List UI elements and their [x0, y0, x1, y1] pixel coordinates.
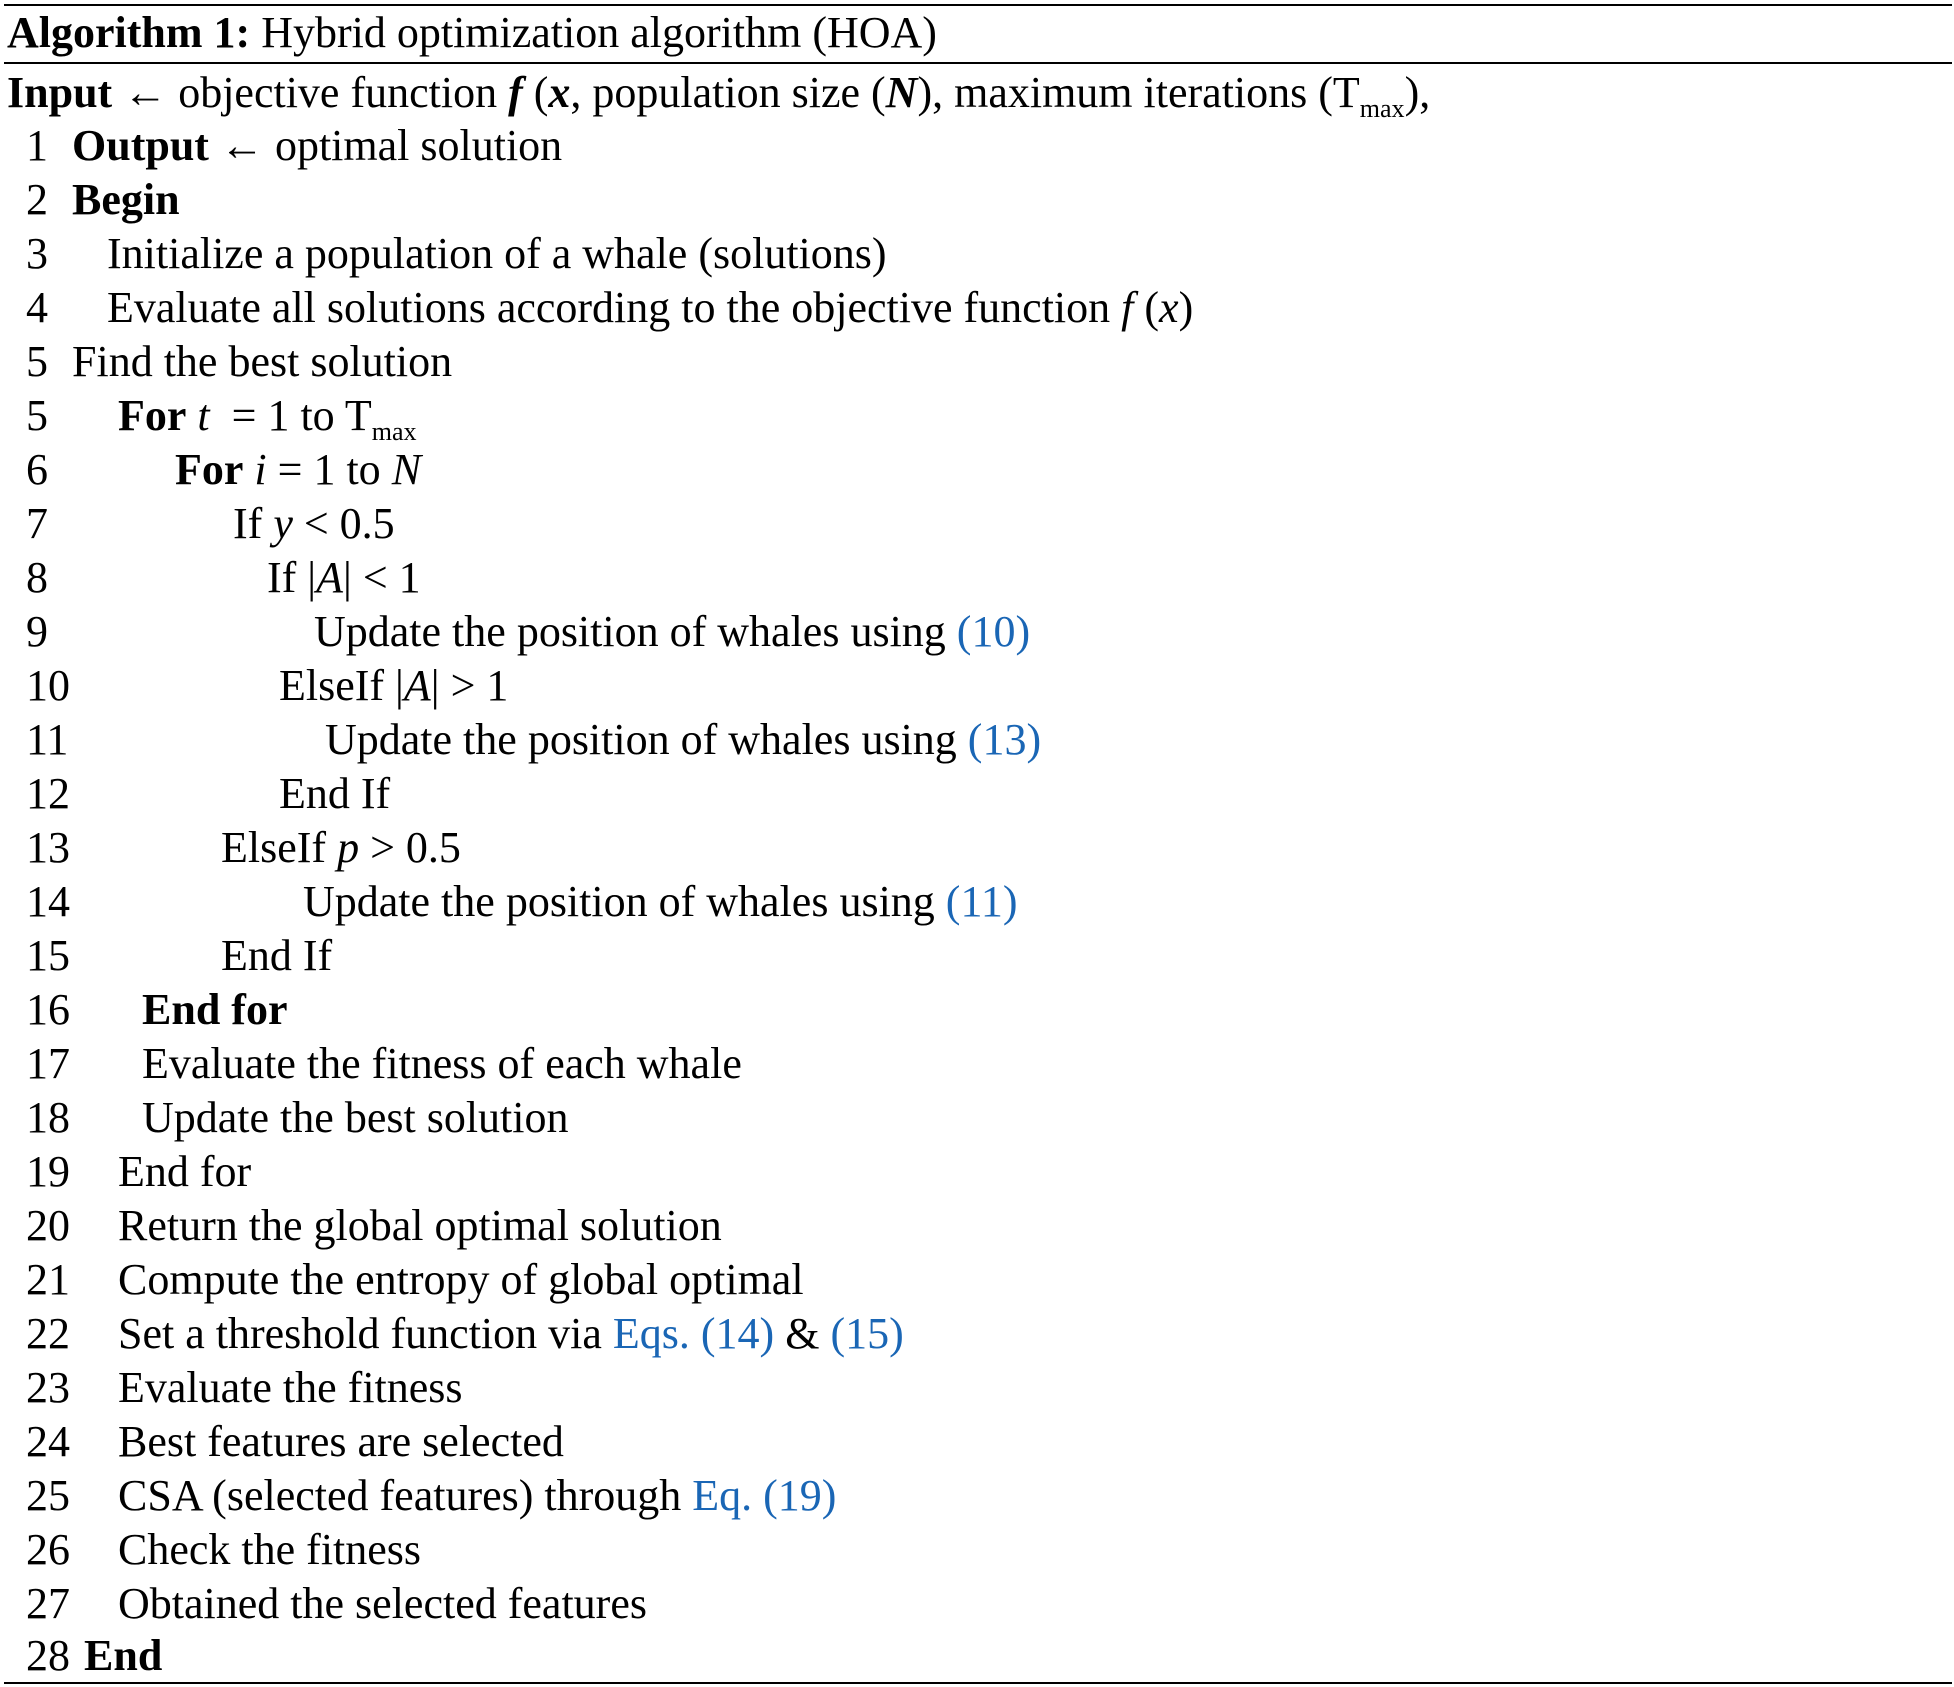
- variable-a: A: [403, 661, 431, 710]
- line-number: 5: [26, 391, 48, 440]
- line-number: 13: [26, 823, 70, 872]
- input-keyword: Input: [7, 68, 113, 117]
- line-text: Check the fitness: [118, 1525, 422, 1574]
- line-text: Evaluate the fitness of each whale: [142, 1039, 742, 1088]
- line-text: Update the position of whales using: [325, 715, 968, 764]
- subscript: max: [371, 417, 417, 446]
- line-text: Initialize a population of a whale (solutions): [107, 229, 887, 278]
- algorithm-title: [7, 6, 937, 60]
- line-text: End If: [279, 769, 391, 818]
- algorithm-name: Hybrid optimization algorithm (HOA): [261, 8, 937, 57]
- line-text: &: [774, 1309, 831, 1358]
- output-keyword: Output: [72, 121, 209, 170]
- equation-reference-link[interactable]: (10): [956, 607, 1031, 656]
- evaluate-line: Evaluate all solutions according to the objective function f (x): [107, 283, 1194, 332]
- arrow-symbol: ←: [123, 68, 168, 117]
- line-number: 14: [26, 877, 70, 926]
- line-text: Evaluate the fitness: [118, 1363, 463, 1412]
- line-text: End If: [221, 931, 333, 980]
- line-number: 1: [26, 121, 48, 170]
- line-text: ElseIf: [221, 823, 338, 872]
- variable-t: t: [197, 391, 210, 440]
- line-text: Find the best solution: [72, 337, 453, 386]
- line-number: 17: [26, 1039, 70, 1088]
- for-keyword: For: [118, 391, 187, 440]
- for-i-line: [175, 443, 421, 497]
- line-text: Best features are selected: [118, 1417, 564, 1466]
- line-number: 15: [26, 931, 70, 980]
- input-text: ),: [1404, 68, 1431, 117]
- threshold-line: [118, 1307, 904, 1361]
- variable-a: A: [316, 553, 344, 602]
- line-text: = 1 to T: [231, 391, 372, 440]
- line-text: Evaluate all solutions according to the objective function: [107, 283, 1122, 332]
- line-number: 9: [26, 607, 48, 656]
- line-number: 2: [26, 175, 48, 224]
- variable-p: p: [337, 823, 360, 872]
- line-number: 18: [26, 1093, 70, 1142]
- line-number: 3: [26, 229, 48, 278]
- line-text: Update the position of whales using: [303, 877, 946, 926]
- line-text: Update the position of whales using: [314, 607, 957, 656]
- input-line: Input ← objective function f (x, population size (N), maximum iterations $(T_{max})$,: [7, 68, 1431, 123]
- line-text: CSA (selected features) through: [118, 1471, 693, 1520]
- variable-i: i: [254, 445, 267, 494]
- line-number: 12: [26, 769, 70, 818]
- algorithm-label: Algorithm 1:: [7, 8, 251, 57]
- line-text: Compute the entropy of global optimal: [118, 1255, 804, 1304]
- line-text: Obtained the selected features: [118, 1579, 647, 1628]
- line-number: 5: [26, 337, 48, 386]
- line-number: 10: [26, 661, 70, 710]
- line-text: Set a threshold function via: [118, 1309, 613, 1358]
- line-number: 19: [26, 1147, 70, 1196]
- end-keyword: End: [84, 1631, 163, 1680]
- equation-reference-link[interactable]: Eq. (19): [692, 1471, 837, 1520]
- line-number: 27: [26, 1579, 70, 1628]
- subscript: max: [1359, 94, 1405, 123]
- line-text: = 1 to: [277, 445, 392, 494]
- if-y-line: [233, 497, 395, 551]
- objective-x: x: [1159, 283, 1179, 332]
- begin-keyword: Begin: [72, 175, 180, 224]
- objective-f: f: [508, 68, 523, 117]
- line-text: > 0.5: [370, 823, 461, 872]
- line-text: Return the global optimal solution: [118, 1201, 722, 1250]
- line-number: 4: [26, 283, 48, 332]
- population-n: N: [885, 68, 918, 117]
- for-keyword: For: [175, 445, 244, 494]
- line-number: 22: [26, 1309, 70, 1358]
- arrow-symbol: ←: [219, 121, 264, 170]
- line-number: 24: [26, 1417, 70, 1466]
- bottom-rule: [4, 1682, 1952, 1684]
- line-number: 20: [26, 1201, 70, 1250]
- line-number: 21: [26, 1255, 70, 1304]
- variable-y: y: [273, 499, 293, 548]
- line-text: If |: [267, 553, 317, 602]
- line-number: 25: [26, 1471, 70, 1520]
- line-text: | > 1: [430, 661, 509, 710]
- line-number: 16: [26, 985, 70, 1034]
- variable-n: N: [391, 445, 422, 494]
- header-rule: [4, 62, 1952, 64]
- objective-x: x: [548, 68, 571, 117]
- input-text: , population size (: [570, 68, 886, 117]
- line-text: | < 1: [343, 553, 421, 602]
- line-text: If: [233, 499, 274, 548]
- line-number: 23: [26, 1363, 70, 1412]
- line-number: 6: [26, 445, 48, 494]
- csa-line: [118, 1469, 836, 1523]
- equation-reference-link[interactable]: (15): [830, 1309, 904, 1358]
- equation-reference-link[interactable]: (11): [945, 877, 1018, 926]
- line-number: 8: [26, 553, 48, 602]
- update-line: [325, 713, 1041, 767]
- elseif-p-line: [221, 821, 461, 875]
- line-text: ElseIf |: [279, 661, 404, 710]
- input-text: ), maximum iterations (T: [917, 68, 1360, 117]
- line-number: 11: [26, 715, 69, 764]
- line-number: 28: [26, 1631, 70, 1680]
- equation-reference-link[interactable]: (13): [967, 715, 1042, 764]
- line-number: 7: [26, 499, 48, 548]
- line-text: < 0.5: [303, 499, 395, 548]
- elseif-a-line: [279, 659, 508, 713]
- update-line: [314, 605, 1030, 659]
- if-a-line: [267, 551, 421, 605]
- objective-f: f: [1121, 283, 1134, 332]
- line-text: Update the best solution: [142, 1093, 569, 1142]
- equation-reference-link[interactable]: Eqs. (14): [612, 1309, 775, 1358]
- update-line: [303, 875, 1017, 929]
- output-line: [72, 119, 562, 173]
- line-text: End for: [118, 1147, 252, 1196]
- end-for-keyword: End for: [142, 985, 288, 1034]
- input-text: objective function: [178, 68, 509, 117]
- line-text: optimal solution: [274, 121, 563, 170]
- for-t-line: [118, 389, 417, 446]
- line-number: 26: [26, 1525, 70, 1574]
